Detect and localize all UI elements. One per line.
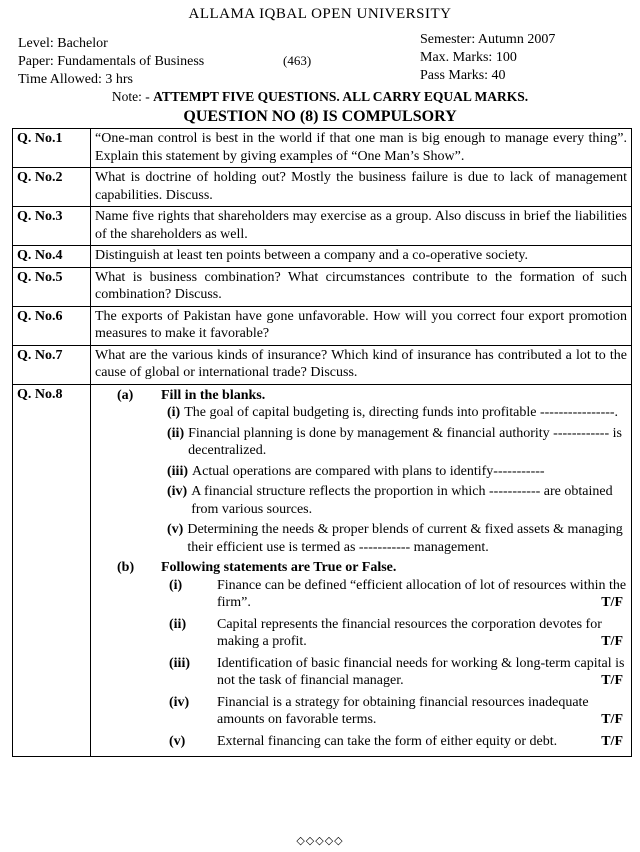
q8-content <box>91 384 632 757</box>
section-a-heading <box>95 387 627 405</box>
tf-mark: T/F <box>601 634 623 649</box>
question-number: Q. No.3 <box>13 207 91 246</box>
item-text: A financial structure reflects the proportion in which ----------- are obtained from various sources. <box>191 484 613 517</box>
question-row <box>13 129 632 168</box>
note-prefix: Note: - <box>111 89 154 104</box>
header-right <box>420 31 555 85</box>
question-row <box>13 246 632 268</box>
question-number: Q. No.5 <box>13 267 91 306</box>
list-item <box>169 733 627 751</box>
footer-ornament: ◇◇◇◇◇ <box>296 835 344 847</box>
questions-table <box>12 128 632 757</box>
item-text: Financial is a strategy for obtaining financial resources inadequate amounts on favorable terms. <box>217 694 589 727</box>
paper: Paper: Fundamentals of Business <box>18 54 205 69</box>
item-number: (iv) <box>167 484 188 499</box>
list-item <box>169 655 627 690</box>
compulsory-heading: QUESTION NO (8) IS COMPULSORY <box>183 108 457 125</box>
semester: Semester: Autumn 2007 <box>420 32 556 47</box>
university-name: ALLAMA IQBAL OPEN UNIVERSITY <box>188 6 452 22</box>
section-a-title: Fill in the blanks. <box>161 387 266 403</box>
question-number: Q. No.8 <box>13 384 91 757</box>
item-number: (v) <box>169 733 186 749</box>
list-item <box>167 521 627 556</box>
time-allowed: Time Allowed: 3 hrs <box>18 72 133 87</box>
question-text: Name five rights that shareholders may exercise as a group. Also discuss in brief the liabilities of the shareholders as well. <box>91 207 632 246</box>
item-number: (i) <box>169 577 183 593</box>
list-item <box>169 694 627 729</box>
question-row <box>13 168 632 207</box>
item-text: Capital represents the financial resources the corporation devotes for making a profit. <box>217 616 602 649</box>
max-marks: Max. Marks: 100 <box>420 50 517 65</box>
tf-mark: T/F <box>601 733 623 749</box>
item-text: Determining the needs & proper blends of current & fixed assets & managing their efficient use is termed as ----------- management. <box>187 522 623 555</box>
paper-code: (463) <box>283 53 312 68</box>
section-a-label: (a) <box>117 387 134 403</box>
item-number: (ii) <box>169 616 187 632</box>
section-b-title: Following statements are True or False. <box>161 560 397 575</box>
question-row-q8 <box>13 384 632 757</box>
tf-mark: T/F <box>601 712 623 727</box>
question-number: Q. No.4 <box>13 246 91 268</box>
question-number: Q. No.2 <box>13 168 91 207</box>
question-text: What is doctrine of holding out? Mostly the business failure is due to lack of management capabilities. Discuss. <box>91 168 632 207</box>
question-number: Q. No.1 <box>13 129 91 168</box>
item-number: (iii) <box>169 655 190 671</box>
question-text: Distinguish at least ten points between a company and a co-operative society. <box>91 246 632 268</box>
question-text: What is business combination? What circumstances contribute to the formation of such combination? Discuss. <box>91 267 632 306</box>
question-text: “One-man control is best in the world if that one man is big enough to manage every thing”. Explain this statement by giving examples of “One Man’s Show”. <box>91 129 632 168</box>
item-number: (i) <box>167 405 181 420</box>
item-number: (iii) <box>167 463 188 479</box>
question-text: What are the various kinds of insurance? Which kind of insurance has contributed a lot to the cause of global or international trade? Discuss. <box>91 345 632 384</box>
item-text: Financial planning is done by management & financial authority ------------ is decentralized. <box>188 425 622 458</box>
question-number: Q. No.6 <box>13 306 91 345</box>
section-b-label: (b) <box>117 560 135 575</box>
level: Level: Bachelor <box>18 36 108 51</box>
list-item <box>167 463 627 481</box>
question-row <box>13 306 632 345</box>
list-item <box>167 483 627 518</box>
list-item <box>169 616 627 651</box>
list-item <box>167 425 627 460</box>
item-number: (ii) <box>167 425 185 441</box>
item-number: (iv) <box>169 694 190 710</box>
list-item <box>169 577 627 612</box>
fill-blanks-list <box>167 404 627 556</box>
note <box>0 89 640 105</box>
item-text: The goal of capital budgeting is, directing funds into profitable ----------------. <box>184 405 619 420</box>
section-b-heading <box>95 559 627 577</box>
question-number: Q. No.7 <box>13 345 91 384</box>
list-item <box>167 404 627 422</box>
note-text: ATTEMPT FIVE QUESTIONS. ALL CARRY EQUAL MARKS. <box>153 89 529 104</box>
pass-marks: Pass Marks: 40 <box>420 68 506 83</box>
question-row <box>13 267 632 306</box>
true-false-list <box>95 577 627 751</box>
question-row <box>13 207 632 246</box>
tf-mark: T/F <box>601 595 623 610</box>
item-text: Finance can be defined “efficient allocation of lot of resources within the firm”. <box>217 577 627 610</box>
item-number: (v) <box>167 522 184 537</box>
item-text: Identification of basic financial needs for working & long-term capital is not the task of financial manager. <box>217 655 625 688</box>
item-text: Actual operations are compared with plans to identify----------- <box>192 463 545 479</box>
tf-mark: T/F <box>601 673 623 688</box>
item-text: External financing can take the form of either equity or debt. <box>217 733 558 749</box>
question-text: The exports of Pakistan have gone unfavorable. How will you correct four export promotion measures to make it favorable? <box>91 306 632 345</box>
question-row <box>13 345 632 384</box>
header-left <box>18 35 204 89</box>
